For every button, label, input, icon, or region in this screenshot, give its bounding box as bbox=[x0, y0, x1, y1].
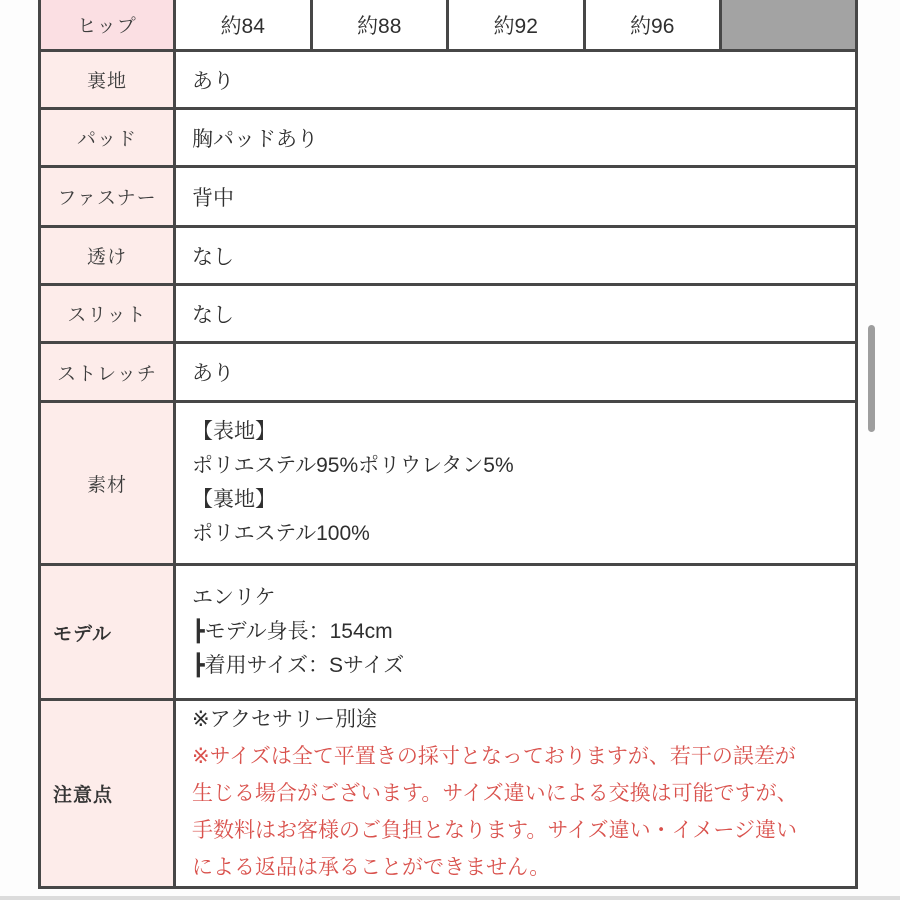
notes-content bbox=[176, 701, 855, 886]
spec-row-notes bbox=[41, 701, 855, 889]
notes-red-line: による返品は承ることができません。 bbox=[192, 856, 551, 879]
spec-row-material bbox=[41, 403, 855, 566]
material-line: 【裏地】 bbox=[192, 488, 276, 511]
row-label: 素材 bbox=[41, 403, 176, 563]
row-label: スリット bbox=[41, 286, 176, 341]
spec-row-model bbox=[41, 566, 855, 701]
row-value: 背中 bbox=[176, 168, 855, 225]
row-label: モデル bbox=[41, 566, 176, 698]
hip-value-xl: 約96 bbox=[586, 0, 723, 49]
scrollbar-thumb[interactable] bbox=[868, 325, 875, 432]
material-line: 【表地】 bbox=[192, 420, 276, 443]
row-label: 注意点 bbox=[41, 701, 176, 886]
spec-row-lining bbox=[41, 52, 855, 110]
row-label: パッド bbox=[41, 110, 176, 165]
spec-row-fastener bbox=[41, 168, 855, 228]
hip-value-l: 約92 bbox=[449, 0, 586, 49]
row-label: 裏地 bbox=[41, 52, 176, 107]
row-label: ファスナー bbox=[41, 168, 176, 225]
row-value: 胸パッドあり bbox=[176, 110, 855, 165]
model-line: ┣モデル身長：154cm bbox=[192, 620, 393, 643]
hip-value-s: 約84 bbox=[176, 0, 313, 49]
bottom-edge-divider bbox=[0, 896, 900, 900]
notes-black-line: ※アクセサリー別途 bbox=[192, 708, 377, 731]
spec-row-sheerness bbox=[41, 228, 855, 286]
row-label: ストレッチ bbox=[41, 344, 176, 400]
material-line: ポリエステル95%ポリウレタン5% bbox=[192, 454, 514, 477]
row-value: なし bbox=[176, 228, 855, 283]
hip-size-row bbox=[41, 0, 855, 52]
cropped-gray-cell bbox=[722, 0, 855, 49]
notes-red-line: 手数料はお客様のご負担となります。サイズ違い・イメージ違い bbox=[192, 819, 798, 842]
hip-row-label: ヒップ bbox=[41, 0, 176, 49]
product-spec-table bbox=[38, 0, 858, 889]
spec-row-slit bbox=[41, 286, 855, 344]
row-label: 透け bbox=[41, 228, 176, 283]
model-line: ┣着用サイズ：Sサイズ bbox=[192, 654, 405, 677]
model-line: エンリケ bbox=[192, 586, 276, 609]
row-value: なし bbox=[176, 286, 855, 341]
notes-red-line: 生じる場合がございます。サイズ違いによる交換は可能ですが、 bbox=[192, 782, 798, 805]
row-value: あり bbox=[176, 344, 855, 400]
row-value: あり bbox=[176, 52, 855, 107]
spec-row-pad bbox=[41, 110, 855, 168]
material-content bbox=[176, 403, 855, 563]
material-line: ポリエステル100% bbox=[192, 522, 370, 545]
hip-value-m: 約88 bbox=[313, 0, 450, 49]
notes-red-line: ※サイズは全て平置きの採寸となっておりますが、若干の誤差が bbox=[192, 745, 796, 768]
spec-row-stretch bbox=[41, 344, 855, 403]
model-content bbox=[176, 566, 855, 698]
